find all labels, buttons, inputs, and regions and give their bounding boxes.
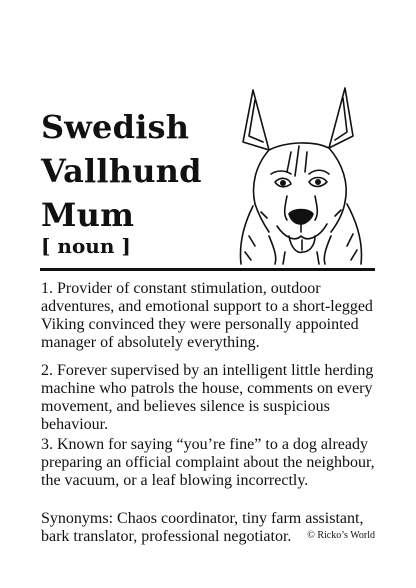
divider-rule	[40, 268, 375, 271]
swedish-vallhund-dog-illustration	[225, 86, 375, 266]
definition-1: 1. Provider of constant stimulation, outdoor adventures, and emotional support to a short-legged Viking convinced they were personally appointed manager of absolutely everything.	[41, 280, 373, 351]
title-line-1: Swedish	[41, 108, 190, 146]
synonyms: Synonyms: Chaos coordinator, tiny farm assistant, bark translator, professional negotiator.	[41, 510, 364, 545]
copyright-text: © Ricko’s World	[307, 530, 375, 541]
part-of-speech: [ noun ]	[41, 234, 131, 258]
page-title	[41, 105, 202, 237]
title-line-3: Mum	[41, 196, 135, 234]
definition-3: 3. Known for saying “you’re fine” to a dog already preparing an official complaint about the neighbour, the vacuum, or a leaf blowing incorrectly.	[41, 436, 375, 489]
title-line-2: Vallhund	[41, 152, 202, 190]
definition-2: 2. Forever supervised by an intelligent little herding machine who patrols the house, comments on every movement, and believes silence is suspicious behaviour.	[41, 362, 374, 433]
